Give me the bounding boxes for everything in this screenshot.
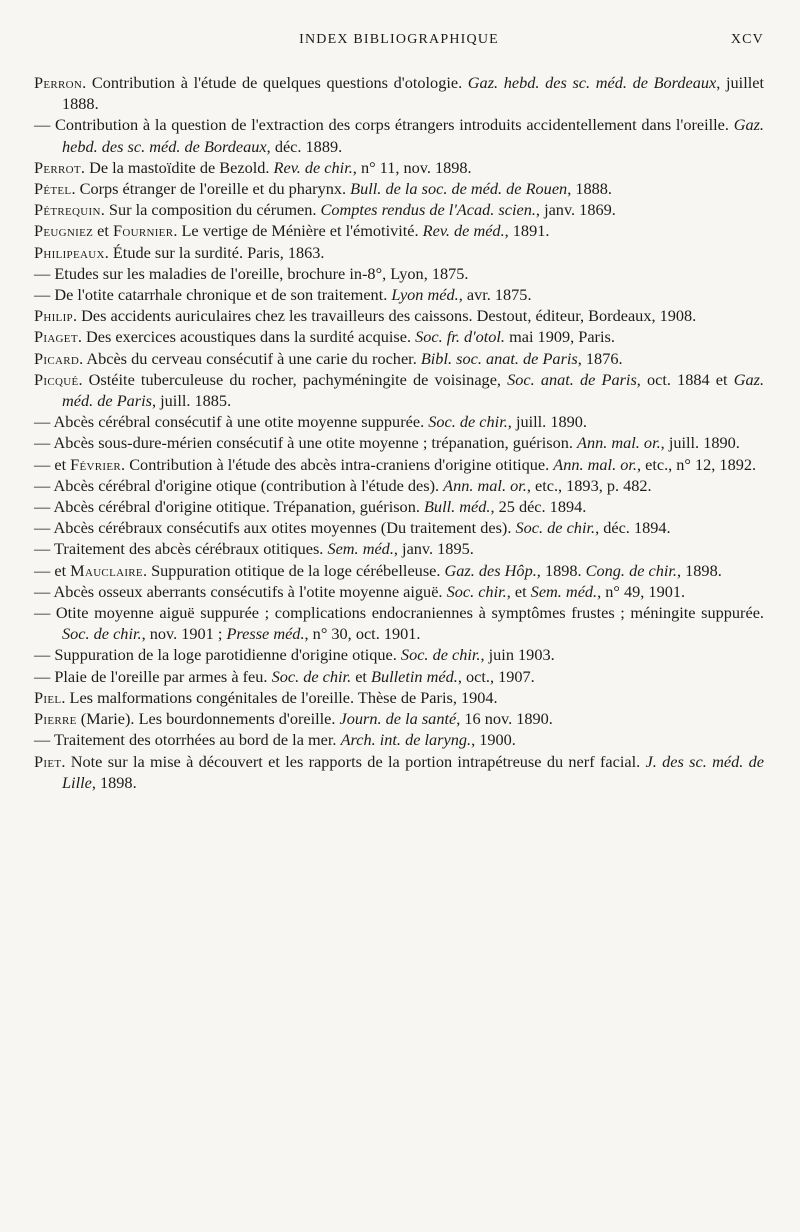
journal-title: Gaz. des Hôp. <box>444 560 537 580</box>
bibliography-entry: Pierre (Marie). Les bourdonnements d'oreille. Journ. de la santé, 16 nov. 1890. <box>34 709 553 729</box>
bibliography-entry: Peugniez et Fournier. Le vertige de Ménière et l'émotivité. Rev. de méd., 1891. <box>34 221 550 241</box>
journal-title: Bull. de la soc. de méd. de Rouen <box>350 179 568 199</box>
journal-title: Sem. méd. <box>530 581 598 601</box>
entry-author: Picqué <box>34 369 79 389</box>
entry-author: Pétrequin <box>34 200 101 220</box>
journal-title: Bibl. soc. anat. de Paris <box>420 348 578 368</box>
journal-title: Comptes rendus de l'Acad. scien. <box>320 200 536 220</box>
bibliography-entry: Philip. Des accidents auriculaires chez les travailleurs des caissons. Destout, éditeur, Bordeaux, 1908. <box>34 306 697 326</box>
entry-author: Pierre <box>34 709 77 729</box>
bibliography-entry: — Abcès cérébral d'origine otique (contribution à l'étude des). Ann. mal. or., etc., 1893, p. 482. <box>34 475 652 495</box>
journal-title: Sem. méd. <box>327 539 394 559</box>
bibliography-entry: — Traitement des otorrhées au bord de la mer. Arch. int. de laryng., 1900. <box>34 730 516 750</box>
journal-title: Rev. de méd. <box>422 221 505 241</box>
journal-title: Journ. de la santé <box>339 709 457 729</box>
bibliography-entry: — et Mauclaire. Suppuration otitique de la loge cérébelleuse. Gaz. des Hôp., 1898. Cong. de chir., 1898. <box>34 560 722 580</box>
bibliography-entry: Pétel. Corps étranger de l'oreille et du pharynx. Bull. de la soc. de méd. de Rouen, 1888. <box>34 179 612 199</box>
entry-author: Piaget <box>34 327 78 347</box>
journal-title: Lyon méd. <box>391 285 459 305</box>
bibliography-list <box>34 72 764 793</box>
journal-title: Soc. chir. <box>446 581 507 601</box>
bibliography-entry: — Abcès cérébral d'origine otitique. Trépanation, guérison. Bull. méd., 25 déc. 1894. <box>34 497 587 517</box>
coauthor-name: Fournier <box>113 221 174 241</box>
entry-author: Peugniez <box>34 221 94 241</box>
journal-title: J. des sc. méd. de Lille <box>62 751 764 792</box>
bibliography-entry: — De l'otite catarrhale chronique et de son traitement. Lyon méd., avr. 1875. <box>34 285 532 305</box>
bibliography-entry: Perrot. De la mastoïdite de Bezold. Rev. de chir., n° 11, nov. 1898. <box>34 157 472 177</box>
entry-author: Philipeaux <box>34 242 105 262</box>
journal-title: Soc. de chir. <box>428 412 508 432</box>
journal-title: Soc. fr. d'otol. <box>415 327 505 347</box>
running-head <box>34 28 764 54</box>
journal-title: Ann. mal. or. <box>577 433 661 453</box>
journal-title: Soc. de chir. <box>62 624 142 644</box>
journal-title: Gaz. hebd. des sc. méd. de Bordeaux <box>467 73 717 92</box>
bibliography-entry: Picard. Abcès du cerveau consécutif à une carie du rocher. Bibl. soc. anat. de Paris, 1876. <box>34 348 623 368</box>
entry-author: Piel <box>34 687 62 707</box>
journal-title: Cong. de chir. <box>585 560 677 580</box>
bibliography-entry: Picqué. Ostéite tuberculeuse du rocher, pachyméningite de voisinage, Soc. anat. de Paris, oct. 1884 et Gaz. méd. de Paris, juill. 1885. <box>34 369 765 411</box>
bibliography-entry: Piel. Les malformations congénitales de l'oreille. Thèse de Paris, 1904. <box>34 687 498 707</box>
entry-author: Pétel <box>34 179 72 199</box>
entry-author: Piet <box>34 751 62 771</box>
bibliography-entry: — Abcès cérébraux consécutifs aux otites moyennes (Du traitement des). Soc. de chir., déc. 1894. <box>34 518 671 538</box>
journal-title: Presse méd. <box>226 624 305 644</box>
bibliography-entry: — Plaie de l'oreille par armes à feu. Soc. de chir. et Bulletin méd., oct., 1907. <box>34 666 535 686</box>
bibliography-entry: — et Février. Contribution à l'étude des abcès intra-craniens d'origine otitique. Ann. mal. or., etc., n° 12, 1892. <box>34 454 757 474</box>
bibliography-entry: Piaget. Des exercices acoustiques dans la surdité acquise. Soc. fr. d'otol. mai 1909, Paris. <box>34 327 615 347</box>
bibliography-entry: — Abcès osseux aberrants consécutifs à l'otite moyenne aiguë. Soc. chir., et Sem. méd., n° 49, 1901. <box>34 581 686 601</box>
page-title: INDEX BIBLIOGRAPHIQUE <box>299 32 499 47</box>
journal-title: Rev. de chir. <box>273 157 353 177</box>
bibliography-entry: — Suppuration de la loge parotidienne d'origine otique. Soc. de chir., juin 1903. <box>34 645 555 665</box>
coauthor-name: Mauclaire <box>70 560 143 580</box>
journal-title: Bulletin méd. <box>371 666 458 686</box>
journal-title: Bull. méd. <box>423 497 491 517</box>
bibliography-entry: — Abcès cérébral consécutif à une otite moyenne suppurée. Soc. de chir., juill. 1890. <box>34 412 587 432</box>
entry-author: Perron <box>34 73 83 92</box>
journal-title: Soc. anat. de Paris <box>507 369 637 389</box>
journal-title: Gaz. hebd. des sc. méd. de Bordeaux <box>62 115 764 156</box>
entry-author: Picard <box>34 348 80 368</box>
journal-title: Soc. de chir. <box>400 645 481 665</box>
journal-title: Gaz. méd. de Paris <box>62 369 765 411</box>
entry-author: Perrot <box>34 157 81 177</box>
journal-title: Arch. int. de laryng. <box>340 730 472 750</box>
bibliography-entry: Perron. Contribution à l'étude de quelques questions d'otologie. Gaz. hebd. des sc. méd. de Bordeaux, juillet 1888. <box>34 73 764 114</box>
bibliography-entry: Piet. Note sur la mise à découvert et les rapports de la portion intrapétreuse du nerf facial. J. des sc. méd. de Lille, 1898. <box>34 751 764 792</box>
bibliography-entry: — Abcès sous-dure-mérien consécutif à une otite moyenne ; trépanation, guérison. Ann. mal. or., juill. 1890. <box>34 433 740 453</box>
page-number: XCV <box>730 32 764 47</box>
journal-title: Soc. de chir. <box>271 666 352 686</box>
bibliography-entry: — Traitement des abcès cérébraux otitiques. Sem. méd., janv. 1895. <box>34 539 474 559</box>
bibliography-entry: — Otite moyenne aiguë suppurée ; complications endocraniennes à symptômes frustes ; méningite suppurée. Soc. de chir., nov. 1901 ; Presse méd., n° 30, oct. 1901. <box>34 603 764 644</box>
entry-author: Philip <box>34 306 73 326</box>
bibliography-entry: Pétrequin. Sur la composition du cérumen. Comptes rendus de l'Acad. scien., janv. 1869. <box>34 200 616 220</box>
journal-title: Ann. mal. or. <box>553 454 637 474</box>
bibliography-entry: — Etudes sur les maladies de l'oreille, brochure in-8°, Lyon, 1875. <box>34 263 469 283</box>
bibliography-entry: Philipeaux. Étude sur la surdité. Paris, 1863. <box>34 242 325 262</box>
bibliography-entry: — Contribution à la question de l'extraction des corps étrangers introduits accidentellement dans l'oreille. Gaz. hebd. des sc. méd. de Bordeaux, déc. 1889. <box>34 115 764 156</box>
coauthor-name: Février <box>70 454 122 474</box>
journal-title: Soc. de chir. <box>515 518 596 538</box>
journal-title: Ann. mal. or. <box>443 475 527 495</box>
